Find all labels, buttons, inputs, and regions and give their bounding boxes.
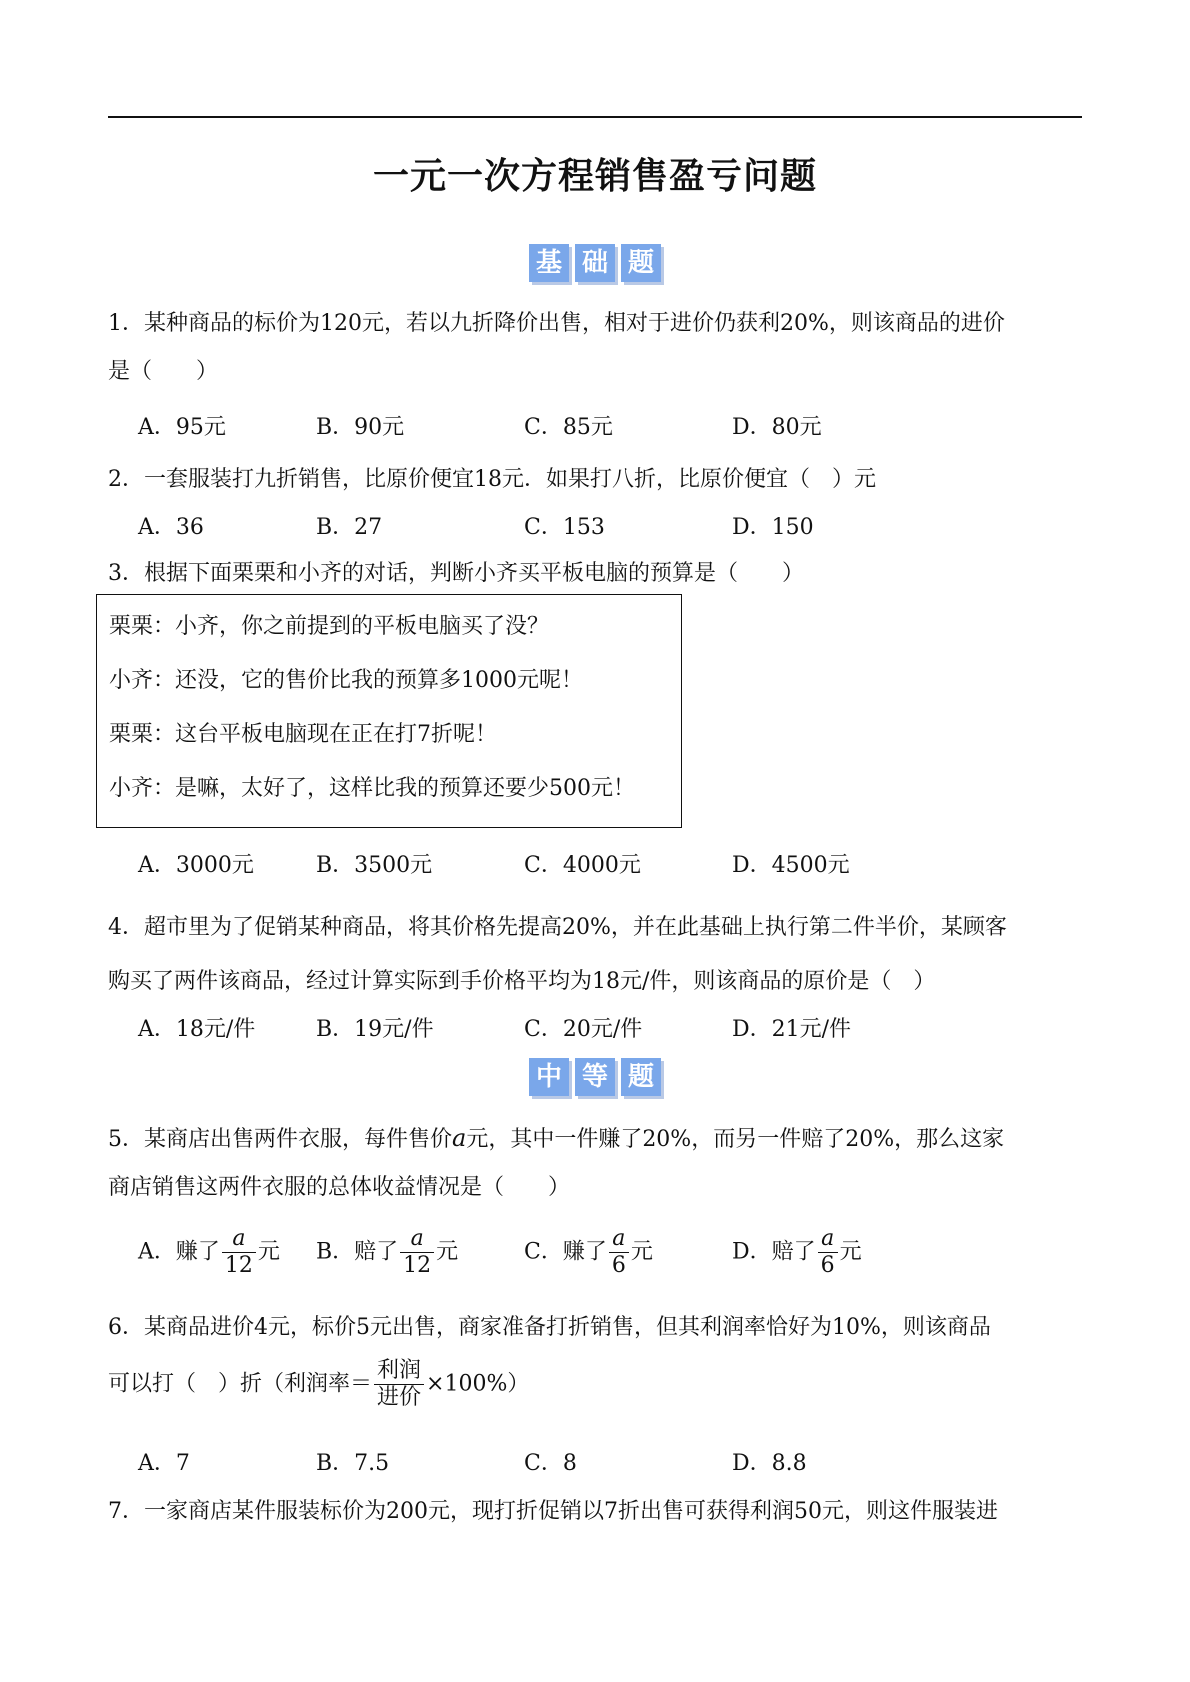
option-a: A．3000元	[138, 853, 254, 878]
option-a: A．36	[138, 515, 204, 540]
fraction-numerator: a	[818, 1226, 838, 1253]
question-5-text-cont: 商店销售这两件衣服的总体收益情况是（ ）	[108, 1175, 571, 1200]
fraction	[818, 1226, 838, 1279]
section-medium-header	[0, 1058, 1190, 1096]
question-6-text-cont	[108, 1358, 529, 1411]
page-title: 一元一次方程销售盈亏问题	[372, 156, 817, 197]
option-d: D．150	[732, 515, 814, 540]
profit-rate-fraction	[374, 1358, 424, 1411]
option-b	[316, 1226, 458, 1279]
option-d: D．4500元	[732, 853, 850, 878]
fraction-denominator: 6	[820, 1253, 835, 1278]
dialog-line: 栗栗：这台平板电脑现在正在打7折呢！	[109, 722, 497, 747]
dialog-box	[96, 594, 682, 828]
question-1-text: 1．某种商品的标价为120元，若以九折降价出售，相对于进价仍获利20%，则该商品的进价	[108, 311, 1005, 336]
question-7-text: 7．一家商店某件服装标价为200元，现打折促销以7折出售可获得利润50元，则这件服装进	[108, 1499, 998, 1524]
fraction-numerator: a	[222, 1226, 256, 1253]
option-suffix: 元	[436, 1239, 459, 1265]
question-4-text: 4．超市里为了促销某种商品，将其价格先提高20%，并在此基础上执行第二件半价，某顾客	[108, 915, 1007, 940]
question-5-text	[108, 1122, 1004, 1153]
header-rule	[108, 116, 1082, 118]
option-c	[524, 1226, 653, 1279]
option-c: C．20元/件	[524, 1017, 643, 1042]
option-c: C．85元	[524, 415, 613, 440]
fraction-numerator: a	[400, 1226, 434, 1253]
option-c: C．8	[524, 1451, 577, 1476]
option-a: A．95元	[138, 415, 226, 440]
fraction	[400, 1226, 434, 1279]
option-a: A．18元/件	[138, 1017, 256, 1042]
section-char: 中	[529, 1058, 569, 1096]
question-3-text: 3．根据下面栗栗和小齐的对话，判断小齐买平板电脑的预算是（ ）	[108, 561, 804, 586]
option-suffix: 元	[630, 1239, 653, 1265]
option-prefix: C．赚了	[524, 1239, 607, 1265]
fraction-denominator: 进价	[377, 1385, 422, 1410]
question-6-text-b: ×100%）	[426, 1371, 530, 1397]
option-b: B．90元	[316, 415, 405, 440]
question-6-text-a: 可以打（ ）折（利润率＝	[108, 1371, 373, 1397]
question-6-text: 6．某商品进价4元，标价5元出售，商家准备打折销售，但其利润率恰好为10%，则该商品	[108, 1315, 991, 1340]
question-5-text-b: 元，其中一件赚了20%，而另一件赔了20%，那么这家	[466, 1127, 1005, 1152]
fraction-numerator: a	[609, 1226, 629, 1253]
section-char: 础	[575, 244, 615, 282]
question-5-text-a: 5．某商店出售两件衣服，每件售价	[108, 1127, 452, 1152]
fraction	[609, 1226, 629, 1279]
fraction-denominator: 6	[611, 1253, 626, 1278]
option-d: D．8.8	[732, 1451, 807, 1476]
fraction-numerator: 利润	[374, 1358, 424, 1385]
section-char: 等	[575, 1058, 615, 1096]
option-b: B．19元/件	[316, 1017, 434, 1042]
option-prefix: B．赔了	[316, 1239, 399, 1265]
section-char: 题	[621, 1058, 661, 1096]
section-char: 题	[621, 244, 661, 282]
fraction-denominator: 12	[403, 1253, 432, 1278]
variable-a: a	[452, 1124, 467, 1152]
fraction-denominator: 12	[224, 1253, 253, 1278]
option-b: B．7.5	[316, 1451, 390, 1476]
section-basic-header	[0, 244, 1190, 282]
option-c: C．153	[524, 515, 605, 540]
option-d: D．80元	[732, 415, 822, 440]
option-b: B．27	[316, 515, 383, 540]
question-2-text: 2．一套服装打九折销售，比原价便宜18元．如果打八折，比原价便宜（ ）元	[108, 467, 876, 492]
section-char: 基	[529, 244, 569, 282]
dialog-line: 小齐：还没，它的售价比我的预算多1000元呢！	[109, 668, 583, 693]
option-a: A．7	[138, 1451, 190, 1476]
option-d: D．21元/件	[732, 1017, 852, 1042]
question-4-text-cont: 购买了两件该商品，经过计算实际到手价格平均为18元/件，则该商品的原价是（ ）	[108, 969, 936, 994]
option-suffix: 元	[839, 1239, 862, 1265]
option-c: C．4000元	[524, 853, 641, 878]
dialog-line: 小齐：是嘛，太好了，这样比我的预算还要少500元！	[109, 776, 635, 801]
option-b: B．3500元	[316, 853, 433, 878]
question-1-text-cont: 是（ ）	[108, 359, 219, 384]
option-prefix: A．赚了	[138, 1239, 220, 1265]
option-prefix: D．赔了	[732, 1239, 816, 1265]
dialog-line: 栗栗：小齐，你之前提到的平板电脑买了没？	[109, 614, 550, 639]
fraction	[222, 1226, 256, 1279]
option-a	[138, 1226, 280, 1279]
option-d	[732, 1226, 862, 1279]
option-suffix: 元	[257, 1239, 280, 1265]
